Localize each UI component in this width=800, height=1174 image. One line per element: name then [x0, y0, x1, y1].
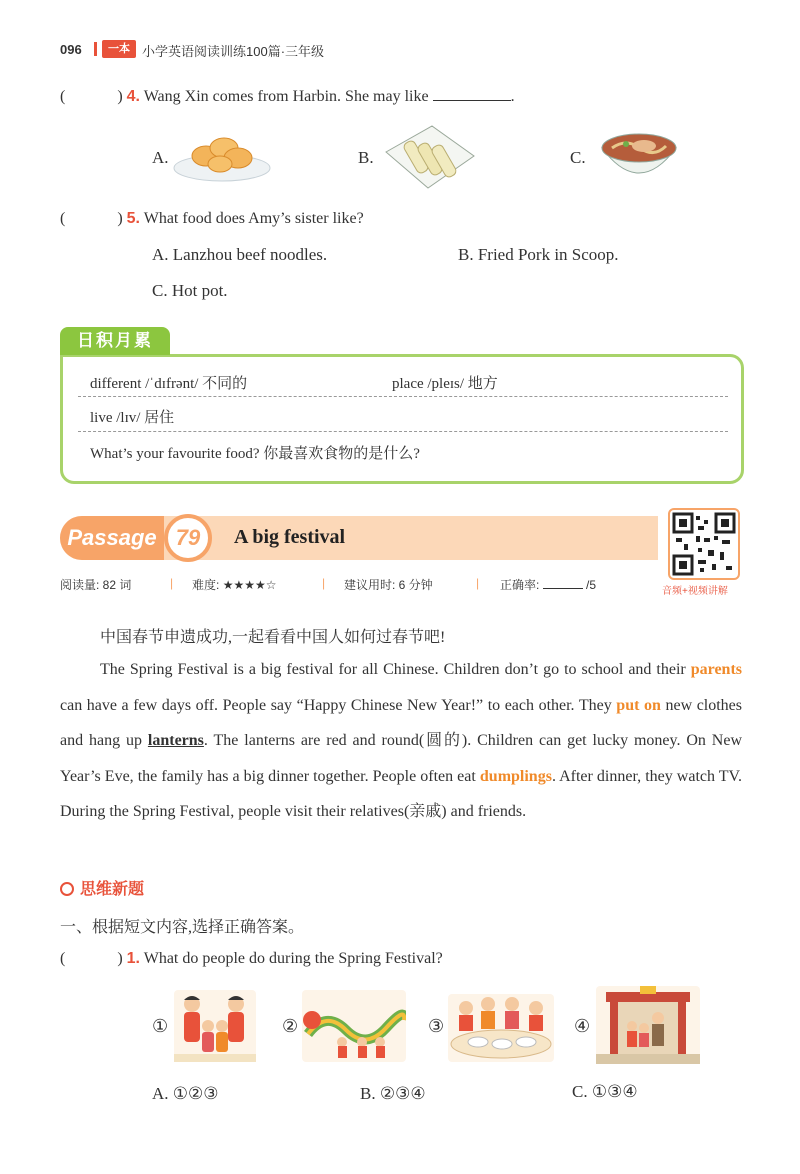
meta-separator: | [476, 576, 480, 590]
difficulty: 难度: ★★★★☆ [192, 578, 277, 592]
exercise-question-1: ( ) 1. What do people do during the Spring Festival? [60, 950, 443, 967]
star-empty-icon: ☆ [265, 578, 277, 592]
option-b[interactable]: B. ②③④ [360, 1084, 426, 1103]
picture-label-3: ③ [428, 1016, 445, 1036]
vocab-live: live /lɪv/ 居住 [90, 410, 175, 426]
passage-label: Passage [60, 516, 164, 560]
question-text: What food does Amy’s sister like? [143, 210, 364, 227]
keyword-lanterns: lanterns [147, 732, 204, 749]
section-heading: 思维新题 [60, 876, 144, 899]
vocab-different: different /ˈdɪfrənt/ 不同的 [90, 376, 248, 392]
question-text: Wang Xin comes from Harbin. She may like [143, 88, 429, 105]
vocab-divider [78, 396, 728, 397]
meta-separator: | [170, 576, 174, 590]
option-c[interactable]: C. ①③④ [572, 1082, 638, 1101]
vocab-divider [78, 431, 728, 432]
qr-label[interactable]: 音频+视频讲解 [662, 586, 728, 597]
header-divider [94, 42, 97, 56]
question-5: ( ) 5. What food does Amy’s sister like? [60, 210, 364, 227]
question-number: 1. [126, 950, 140, 967]
picture-label-2: ② [282, 1016, 299, 1036]
page-number: 096 [60, 42, 82, 57]
dragon-dance-image[interactable] [302, 990, 406, 1062]
question-text: What do people do during the Spring Festival? [143, 950, 443, 967]
picture-label-4: ④ [574, 1016, 591, 1036]
question-number: 4. [126, 88, 140, 105]
noodles-bowl-image[interactable] [598, 124, 680, 190]
answer-blank[interactable] [433, 86, 511, 101]
star-filled-icon: ★ [222, 578, 234, 592]
star-filled-icon: ★ [233, 578, 245, 592]
option-b[interactable]: B. Fried Pork in Scoop. [458, 245, 619, 264]
passage-intro: 中国春节申遗成功,一起看看中国人如何过春节吧! [100, 629, 446, 646]
keyword-dumplings: dumplings [479, 767, 552, 785]
option-a[interactable]: A. ①②③ [152, 1084, 219, 1103]
difficulty-stars [223, 578, 277, 592]
question-number: 5. [126, 210, 140, 227]
vocab-tab: 日积月累 [60, 327, 170, 355]
suggested-time: 建议用时: 6 分钟 [344, 578, 433, 592]
meta-separator: | [322, 576, 326, 590]
star-filled-icon: ★ [254, 578, 266, 592]
keyword-parents: parents [690, 661, 742, 678]
option-c[interactable]: C. Hot pot. [152, 281, 228, 300]
family-dinner-image[interactable] [448, 994, 554, 1062]
accuracy-blank[interactable] [543, 578, 583, 589]
family-greeting-image[interactable] [174, 990, 256, 1062]
picture-label-1: ① [152, 1016, 169, 1036]
fried-pork-image[interactable] [382, 122, 478, 192]
qr-code[interactable] [668, 508, 740, 580]
dumplings-image[interactable] [172, 122, 272, 184]
vocab-sentence: What’s your favourite food? 你最喜欢食物的是什么? [90, 446, 420, 462]
word-count: 阅读量: 82 词 [60, 578, 132, 592]
passage-body: The Spring Festival is a big festival for all Chinese. Children don’t go to school and their parents can have a few days off. People say “Happy Chinese New Year!” to each other. They put on new clothes and hang up lanterns. The lanterns are red and round(圆的). Children can get lucky money. On New Year’s Eve, the family has a big dinner together. People often eat dumplings. After dinner, they watch TV. During the Spring Festival, people visit their relatives(亲戚) and friends. [60, 661, 743, 820]
option-b-label: B. [358, 148, 374, 167]
keyword-put-on: put on [616, 696, 661, 714]
brand-logo: 一本 [102, 40, 136, 58]
book-title: 小学英语阅读训练100篇·三年级 [142, 44, 325, 59]
pencil-icon [60, 882, 74, 896]
question-4: ( ) 4. Wang Xin comes from Harbin. She may like . [60, 88, 515, 105]
option-a[interactable]: A. Lanzhou beef noodles. [152, 245, 328, 264]
instruction: 一、根据短文内容,选择正确答案。 [60, 919, 305, 936]
visiting-relatives-image[interactable] [596, 986, 700, 1064]
accuracy: 正确率: /5 [500, 578, 597, 592]
vocab-place: place /pleɪs/ 地方 [392, 376, 498, 392]
passage-title: A big festival [234, 526, 346, 548]
option-a-label: A. [152, 148, 169, 167]
passage-number: 79 [164, 514, 212, 562]
star-filled-icon: ★ [244, 578, 255, 592]
option-c-label: C. [570, 148, 586, 167]
